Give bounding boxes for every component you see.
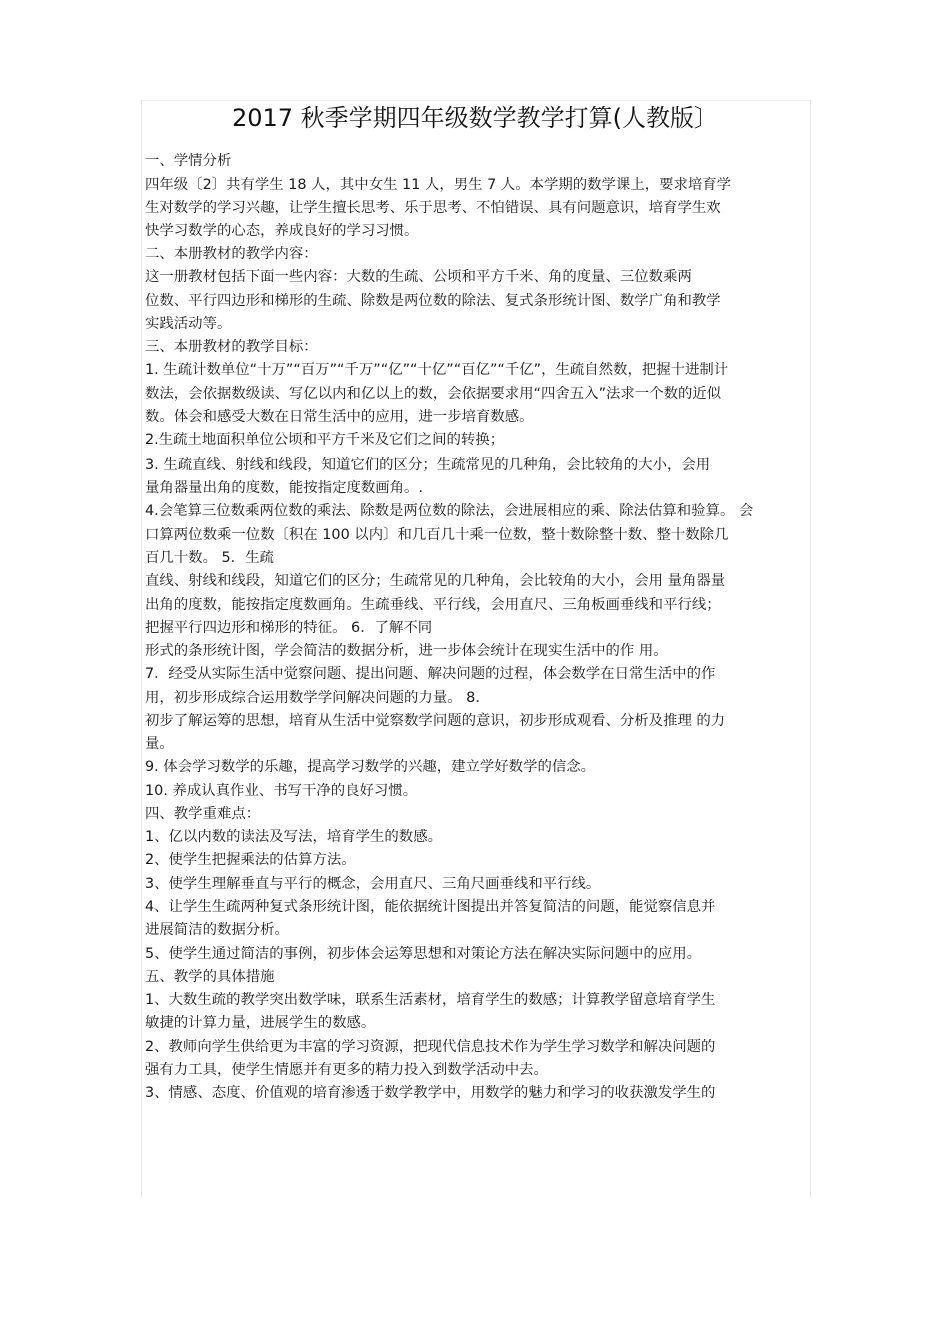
text-line: 实践活动等。 <box>145 316 232 332</box>
text-line: 3、情感、态度、价值观的培育渗透于数学教学中，用数学的魅力和学习的收获激发学生的 <box>145 1085 716 1101</box>
text-line: 3、使学生理解垂直与平行的概念，会用直尺、三角尺画垂线和平行线。 <box>145 876 601 892</box>
text-line: 1. 生疏计数单位“十万”“百万”“千万”“亿”“十亿”“百亿”“千亿”，生疏自然数，把握十进制计 <box>145 362 729 378</box>
text-line: 5、使学生通过简洁的事例，初步体会运筹思想和对策论方法在解决实际问题中的应用。 <box>145 946 702 962</box>
text-line: 这一册教材包括下面一些内容：大数的生疏、公顷和平方千米、角的度量、三位数乘两 <box>145 269 692 285</box>
text-line: 用，初步形成综合运用数学学问解决问题的力量。 8． <box>145 690 490 706</box>
text-line: 2、教师向学生供给更为丰富的学习资源，把现代信息技术作为学生学习数学和解决问题的 <box>145 1039 716 1055</box>
text-line: 量。 <box>145 736 174 752</box>
text-line: 初步了解运筹的思想，培育从生活中觉察数学问题的意识，初步形成观看、分析及推理 的力 <box>145 713 726 729</box>
text-line: 百几十数。 5．生疏 <box>145 550 274 566</box>
text-line: 形式的条形统计图，学会简洁的数据分析，进一步体会统计在现实生活中的作 用。 <box>145 643 668 659</box>
text-line: 敏捷的计算力量，进展学生的数感。 <box>145 1015 376 1031</box>
text-line: 7．经受从实际生活中觉察问题、提出问题、解决问题的过程，体会数学在日常生活中的作 <box>145 666 716 682</box>
text-line: 一、学情分析 <box>145 153 232 169</box>
text-line: 三、本册教材的教学目标： <box>145 339 318 355</box>
text-line: 二、本册教材的教学内容： <box>145 246 318 262</box>
text-line: 生对数学的学习兴趣，让学生擅长思考、乐于思考、不怕错误、具有问题意识，培育学生欢 <box>145 200 721 216</box>
text-line: 直线、射线和线段，知道它们的区分；生疏常见的几种角，会比较角的大小，会用 量角器量 <box>145 573 726 589</box>
text-line: 1、亿以内数的读法及写法，培育学生的数感。 <box>145 829 442 845</box>
text-line: 出角的度数，能按指定度数画角。生疏垂线、平行线，会用直尺、三角板画垂线和平行线； <box>145 597 721 613</box>
text-line: 强有力工具，使学生情愿并有更多的精力投入到数学活动中去。 <box>145 1062 548 1078</box>
document-title: 2017 秋季学期四年级数学教学打算(人教版〕 <box>231 104 719 132</box>
text-line: 把握平行四边形和梯形的特征。 6．了解不同 <box>145 620 433 636</box>
text-line: 五、教学的具体措施 <box>145 969 275 985</box>
text-line: 四、教学重难点： <box>145 806 261 822</box>
text-line: 4、让学生生疏两种复式条形统计图，能依据统计图提出并答复简洁的问题，能觉察信息并 <box>145 899 716 915</box>
text-line: 进展简洁的数据分析。 <box>145 922 289 938</box>
text-line: 1、大数生疏的教学突出数学味，联系生活素材，培育学生的数感；计算教学留意培育学生 <box>145 992 716 1008</box>
text-line: 量角器量出角的度数，能按指定度数画角。. <box>145 480 423 496</box>
text-line: 2、使学生把握乘法的估算方法。 <box>145 852 356 868</box>
text-line: 快学习数学的心态，养成良好的学习习惯。 <box>145 223 419 239</box>
text-line: 3. 生疏直线、射线和线段，知道它们的区分；生疏常见的几种角，会比较角的大小，会用 <box>145 457 711 473</box>
text-line: 数法，会依据数级读、写亿以内和亿以上的数，会依据要求用“四舍五入”法求一个数的近似 <box>145 386 722 402</box>
text-line: 四年级〔2〕共有学生 18 人，其中女生 11 人，男生 7 人。本学期的数学课上，要求培育学 <box>145 177 732 193</box>
text-line: 口算两位数乘一位数〔积在 100 以内〕和几百几十乘一位数，整十数除整十数、整十数除几 <box>145 527 729 543</box>
text-line: 9. 体会学习数学的乐趣，提高学习数学的兴趣，建立学好数学的信念。 <box>145 759 596 775</box>
text-line: 位数、平行四边形和梯形的生疏、除数是两位数的除法、复式条形统计图、数学广角和教学 <box>145 293 721 309</box>
text-line: 数。体会和感受大数在日常生活中的应用，进一步培育数感。 <box>145 409 534 425</box>
text-line: 10. 养成认真作业、书写干净的良好习惯。 <box>145 783 418 799</box>
text-line: 2.生疏土地面积单位公顷和平方千米及它们之间的转换； <box>145 432 505 448</box>
text-line: 4.会笔算三位数乘两位数的乘法、除数是两位数的除法，会进展相应的乘、除法估算和验算。 会 <box>145 503 754 519</box>
